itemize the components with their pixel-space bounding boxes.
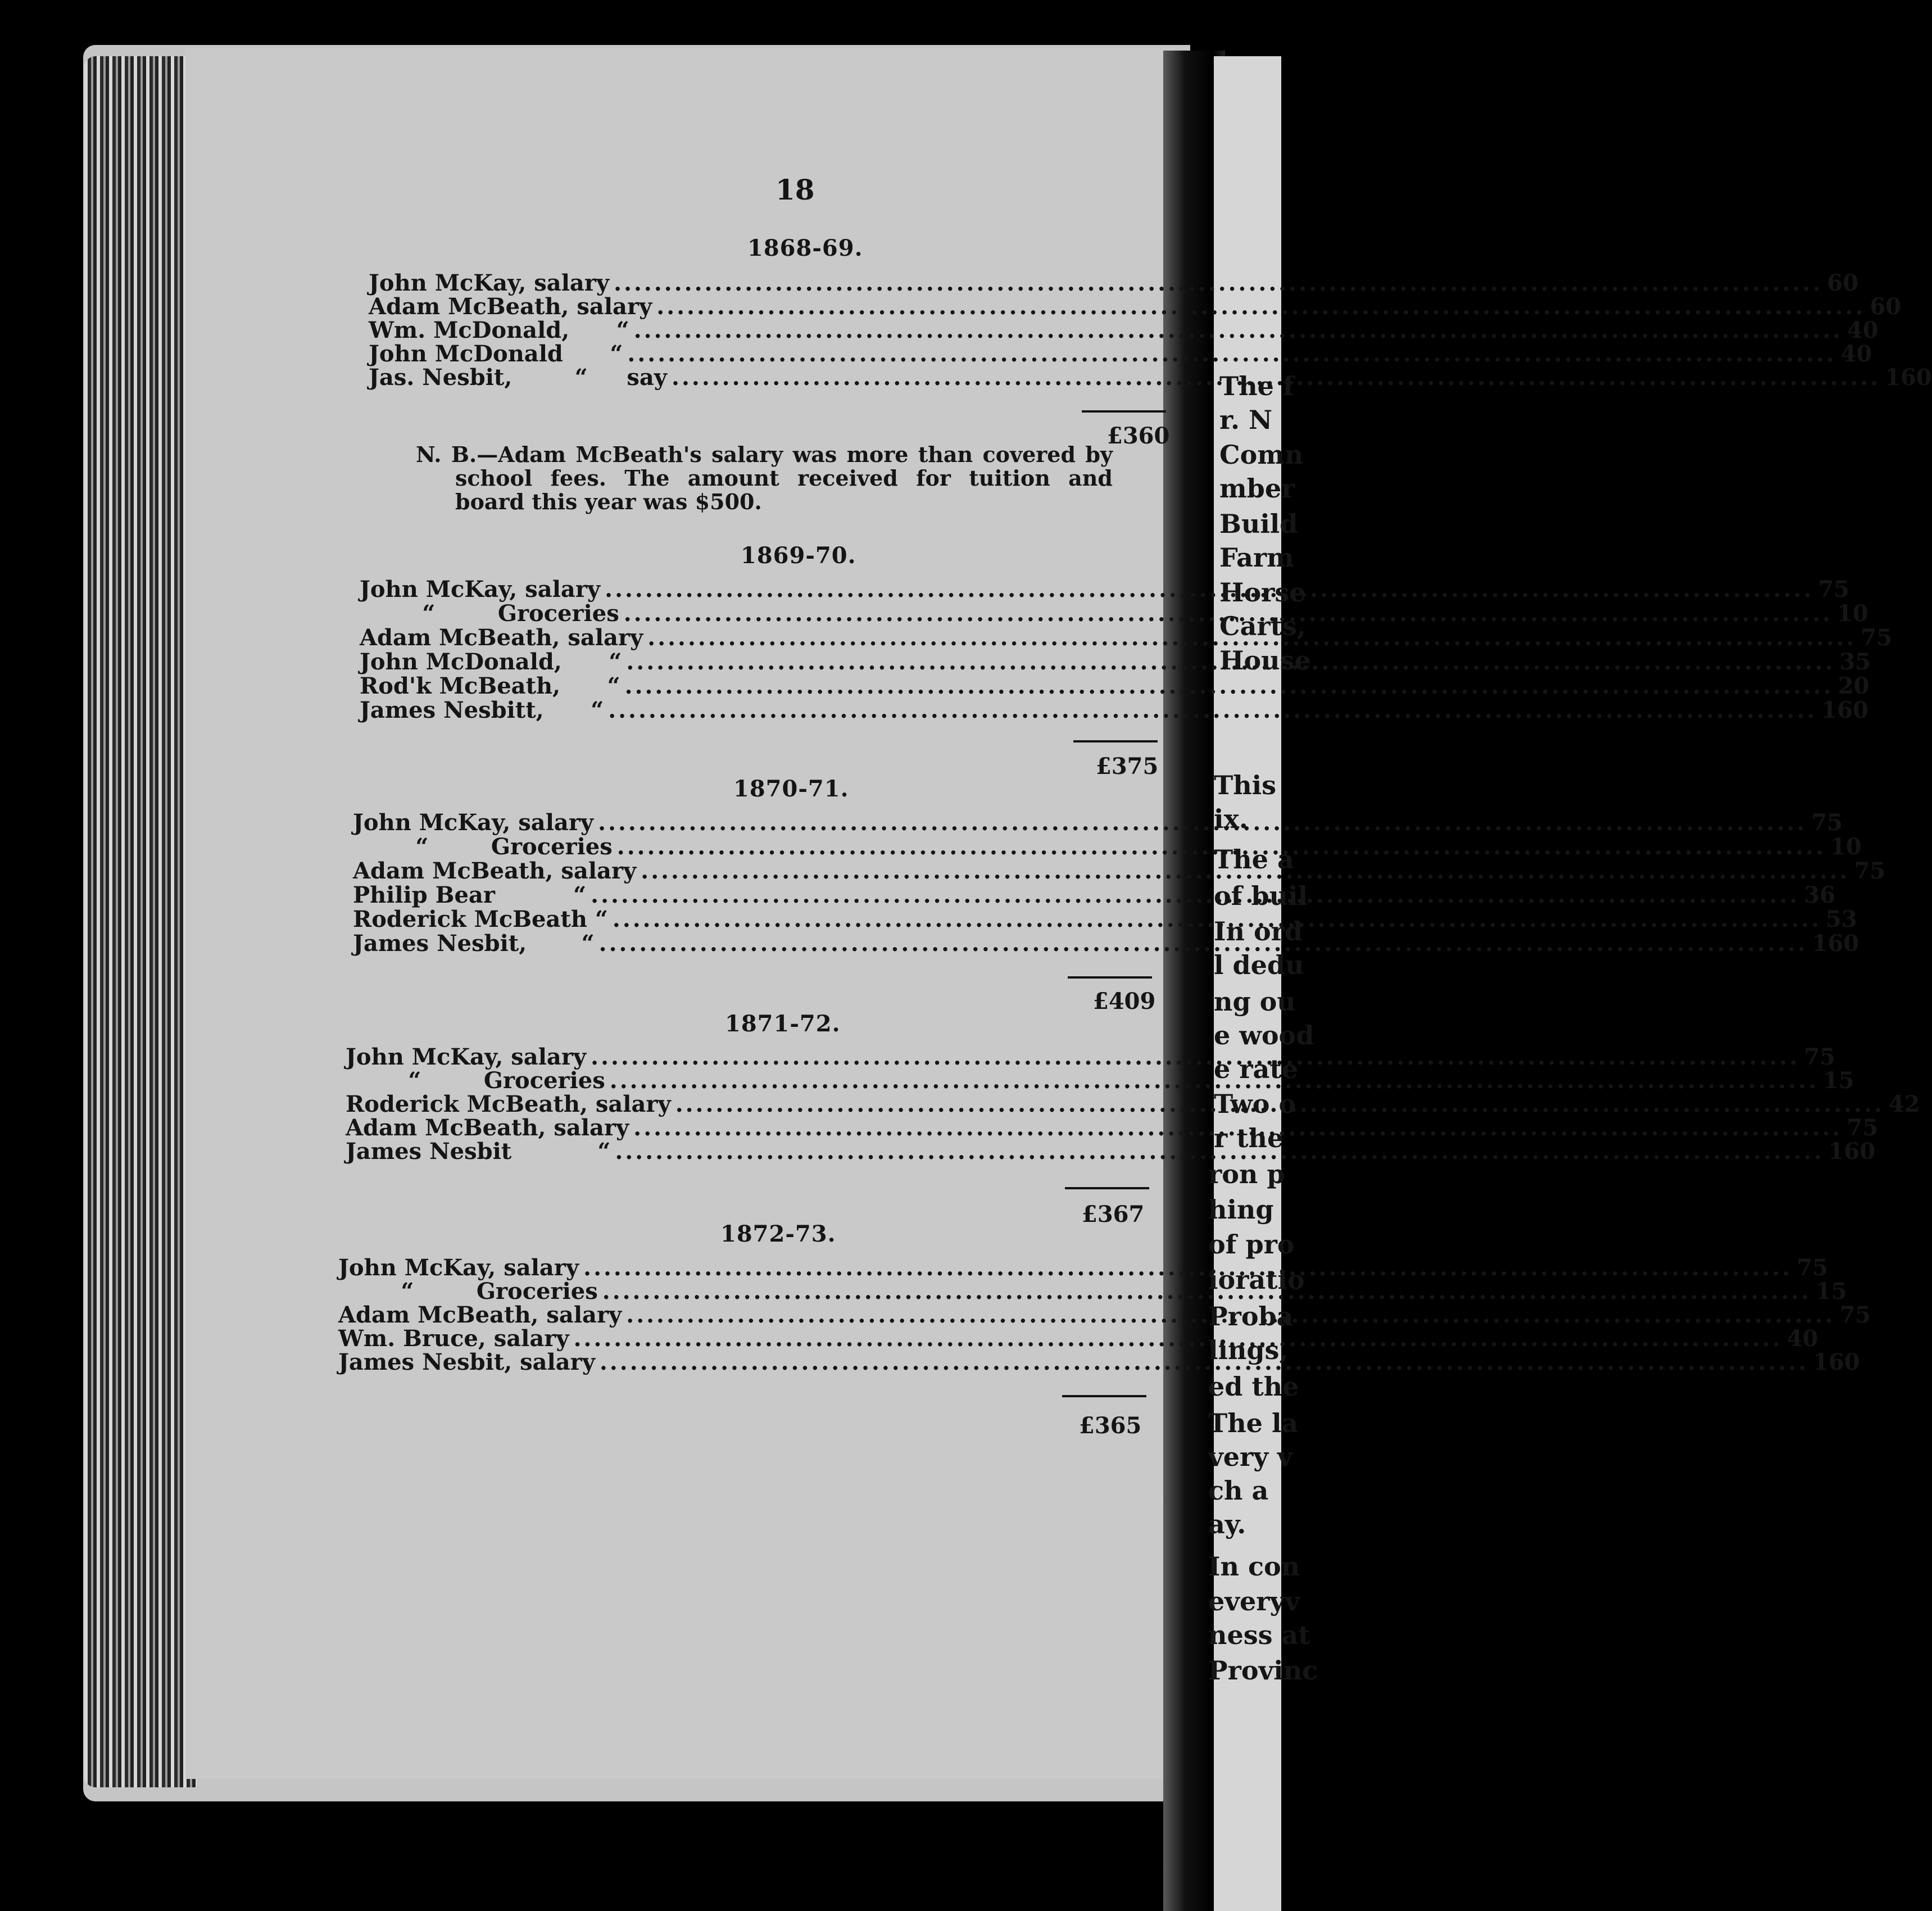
- facing-page-fragment: of buil: [1214, 881, 1308, 911]
- entry-name: John McDonald, “: [360, 649, 622, 675]
- section-year: 1868-69.: [747, 235, 863, 261]
- entry-amount: 10: [1830, 834, 1862, 860]
- leader-dots: [626, 649, 1835, 675]
- leader-dots: [634, 317, 1843, 343]
- entry-amount: 75: [1818, 576, 1849, 603]
- facing-page-fragment: r the: [1214, 1123, 1284, 1153]
- entry-name: John McKay, salary: [346, 1044, 587, 1070]
- entry-name: James Nesbit, salary: [338, 1349, 595, 1375]
- facing-page-fragment: Build: [1219, 509, 1298, 539]
- entry-name: Adam McBeath, salary: [360, 624, 643, 651]
- entry-name: Adam McBeath, salary: [353, 858, 637, 884]
- facing-page-fragment: ch a: [1208, 1475, 1269, 1506]
- note-nb: [410, 443, 1113, 514]
- leader-dots: [602, 1278, 1811, 1305]
- facing-page-fragment: Horse: [1219, 577, 1306, 608]
- facing-page-fragment: Provinc: [1208, 1655, 1318, 1686]
- entry-amount: 10: [1836, 600, 1868, 627]
- leader-dots: [613, 906, 1821, 932]
- section-year: 1871-72.: [725, 1011, 841, 1037]
- facing-page-fragment: ioratio: [1208, 1265, 1305, 1295]
- entry-name: “ Groceries: [360, 600, 619, 627]
- entry-amount: 160: [1813, 1349, 1860, 1375]
- leader-dots: [675, 1091, 1884, 1117]
- entry-name: Adam McBeath, salary: [338, 1302, 622, 1328]
- entry-name: Roderick McBeath, salary: [346, 1091, 671, 1117]
- entry-name: Roderick McBeath “: [353, 906, 608, 932]
- leader-dots: [574, 1325, 1783, 1352]
- entry-amount: 75: [1797, 1255, 1828, 1281]
- page-number: 18: [775, 173, 815, 206]
- ledger-row: [360, 673, 1870, 699]
- total-rule: [1065, 1187, 1149, 1189]
- facing-page-fragment: ix.: [1214, 804, 1248, 834]
- leader-dots: [647, 624, 1856, 651]
- leader-dots: [656, 293, 1865, 320]
- entry-name: Adam McBeath, salary: [369, 293, 652, 320]
- entry-name: Wm. Bruce, salary: [338, 1325, 569, 1352]
- leader-dots: [627, 341, 1836, 367]
- leader-dots: [591, 882, 1799, 908]
- entry-name: John McKay, salary: [360, 576, 601, 603]
- entry-amount: 60: [1827, 270, 1858, 296]
- entry-name: Jas. Nesbit, “ say: [369, 364, 668, 391]
- entry-name: Philip Bear “: [353, 882, 587, 908]
- facing-page-fragment: In ord: [1214, 916, 1303, 947]
- entry-amount: 160: [1812, 930, 1860, 957]
- leader-dots: [617, 834, 1826, 860]
- leader-dots: [615, 1138, 1824, 1165]
- section-total: £360: [1107, 423, 1170, 449]
- entry-amount: 40: [1786, 1325, 1818, 1352]
- leader-dots: [608, 697, 1817, 723]
- ledger-row: [369, 317, 1879, 343]
- entry-name: James Nesbit, “: [353, 930, 595, 957]
- facing-page-fragment: ron p: [1208, 1159, 1285, 1189]
- facing-page-fragment: This: [1214, 770, 1277, 800]
- entry-amount: 42: [1888, 1091, 1920, 1117]
- total-rule: [1068, 976, 1152, 979]
- section-total: £375: [1096, 753, 1159, 780]
- leader-dots: [610, 1067, 1818, 1094]
- entry-amount: 75: [1804, 1044, 1835, 1070]
- entry-name: “ Groceries: [346, 1067, 605, 1094]
- entry-amount: 40: [1840, 341, 1872, 367]
- page-edges: [84, 56, 197, 1787]
- ledger-row: [369, 270, 1858, 296]
- facing-page-fragment: Farm: [1219, 542, 1294, 573]
- facing-page-fragment: Comn: [1219, 440, 1304, 470]
- entry-name: John McKay, salary: [338, 1255, 579, 1281]
- facing-page-fragment: Two o: [1214, 1089, 1296, 1119]
- facing-page-fragment: mber: [1219, 473, 1295, 504]
- facing-page-fragment: l dedu: [1214, 950, 1304, 980]
- entry-amount: 15: [1822, 1067, 1854, 1094]
- leader-dots: [583, 1255, 1792, 1281]
- leader-dots: [614, 270, 1822, 296]
- ledger-row: [369, 341, 1872, 367]
- entry-amount: 75: [1854, 858, 1886, 884]
- facing-page-fragment: of pro: [1208, 1229, 1295, 1260]
- facing-page-fragment: lings,: [1208, 1335, 1289, 1365]
- leader-dots: [624, 600, 1833, 627]
- entry-name: James Nesbit “: [346, 1138, 611, 1165]
- facing-page-fragment: The f: [1219, 371, 1294, 401]
- entry-amount: 75: [1847, 1115, 1879, 1141]
- entry-name: John McKay, salary: [353, 809, 594, 836]
- entry-amount: 160: [1828, 1138, 1876, 1165]
- facing-page-fragment: The a: [1214, 844, 1294, 875]
- entry-name: Rod'k McBeath, “: [360, 673, 620, 699]
- facing-page-fragment: In con: [1208, 1551, 1300, 1582]
- entry-name: “ Groceries: [353, 834, 613, 860]
- entry-amount: 53: [1826, 906, 1857, 932]
- leader-dots: [641, 858, 1849, 884]
- facing-page-fragment: e wood: [1214, 1020, 1314, 1050]
- section-year: 1872-73.: [720, 1221, 836, 1247]
- leader-dots: [626, 1302, 1835, 1328]
- entry-amount: 160: [1885, 364, 1932, 391]
- facing-page-fragment: everyv: [1208, 1586, 1300, 1616]
- total-rule: [1073, 740, 1158, 742]
- entry-amount: 15: [1815, 1278, 1847, 1305]
- facing-page-fragment: ng ou: [1214, 986, 1296, 1017]
- facing-page-fragment: ed the: [1208, 1371, 1299, 1402]
- entry-amount: 60: [1870, 293, 1902, 320]
- entry-amount: 40: [1847, 317, 1879, 343]
- facing-page-fragment: e rate: [1214, 1054, 1298, 1084]
- facing-page-fragment: Carts,: [1219, 611, 1306, 641]
- entry-amount: 160: [1821, 697, 1868, 723]
- entry-name: James Nesbitt, “: [360, 697, 604, 723]
- leader-dots: [600, 1349, 1808, 1375]
- entry-name: John McDonald “: [369, 341, 623, 367]
- facing-page-fragment: r. N: [1219, 405, 1273, 435]
- entry-amount: 20: [1838, 673, 1870, 699]
- entry-amount: 75: [1811, 809, 1843, 836]
- section-total: £367: [1082, 1201, 1145, 1228]
- leader-dots: [598, 809, 1807, 836]
- total-rule: [1082, 410, 1166, 413]
- facing-page-fragment: hing: [1208, 1194, 1274, 1225]
- entry-name: John McKay, salary: [369, 270, 610, 296]
- entry-amount: 75: [1839, 1302, 1871, 1328]
- section-year: 1869-70.: [741, 542, 856, 569]
- facing-page-fragment: ay.: [1208, 1509, 1246, 1539]
- facing-page-fragment: Proba: [1208, 1301, 1294, 1332]
- ledger-row: [369, 293, 1902, 320]
- leader-dots: [599, 930, 1808, 957]
- leader-dots: [633, 1115, 1842, 1141]
- section-year: 1870-71.: [733, 776, 849, 802]
- section-total: £365: [1079, 1412, 1142, 1439]
- total-rule: [1062, 1395, 1146, 1397]
- entry-name: Adam McBeath, salary: [346, 1115, 629, 1141]
- entry-amount: 36: [1804, 882, 1835, 908]
- entry-amount: 35: [1839, 649, 1871, 675]
- leader-dots: [625, 673, 1834, 699]
- note-text: N. B.—Adam McBeath's salary was more than covered by school fees. The amount received for tuition and board this year was $500.: [416, 442, 1113, 514]
- facing-page-fragment: House: [1219, 645, 1311, 676]
- facing-page-fragment: The la: [1208, 1408, 1299, 1438]
- entry-amount: 75: [1861, 624, 1893, 651]
- leader-dots: [605, 576, 1813, 603]
- ledger-row: [360, 697, 1868, 723]
- section-total: £409: [1093, 988, 1156, 1015]
- entry-name: Wm. McDonald, “: [369, 317, 629, 343]
- facing-page-fragment: ness at: [1208, 1620, 1310, 1650]
- entry-name: “ Groceries: [338, 1278, 598, 1305]
- leader-dots: [672, 364, 1880, 391]
- facing-page-fragment: very v: [1208, 1442, 1292, 1472]
- leader-dots: [591, 1044, 1799, 1070]
